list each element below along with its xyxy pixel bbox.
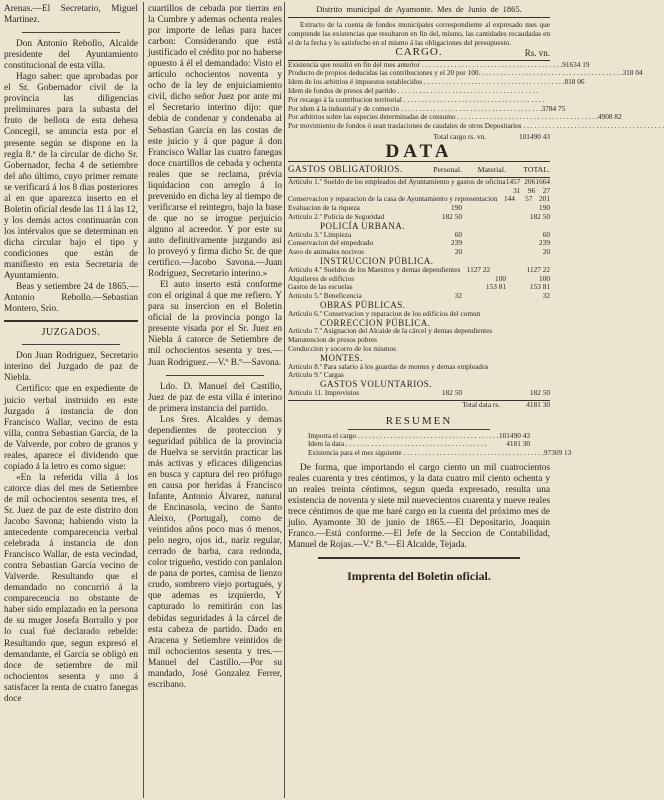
cargo-row-value: 91634 19 bbox=[562, 59, 590, 69]
cargo-row-label: Por recargo á la contribucion territorial . . . bbox=[288, 96, 544, 105]
data-total-label: Total data rs. bbox=[462, 399, 500, 409]
data-subheading-label: MONTES. bbox=[320, 352, 363, 363]
data-row-label: Gastos de las escuelas bbox=[288, 282, 353, 292]
data-row-label: Conservacion del empedrado bbox=[288, 238, 374, 248]
data-row-personal: 144 bbox=[504, 194, 515, 204]
data-row-personal: 182 50 bbox=[441, 211, 462, 221]
cargo-row-value: 3784 75 bbox=[541, 103, 566, 113]
divider bbox=[22, 344, 120, 345]
cargo-row-label: Idem de fondos de presos del partido . . . bbox=[288, 87, 538, 96]
data-row-material: 100 bbox=[495, 273, 506, 283]
notice-body: Certifico: que en expediente de juicio verbal instruido en este Juzgado á instancia de don Francisco Wallar, vecino de esta villa, contra Sebastian García, de la de Valverde, por cobro de granos y reales, aparece el dividendo que copiado á la letro es como sigue: bbox=[4, 384, 138, 472]
data-table bbox=[288, 178, 550, 398]
data-row-total: 32 bbox=[542, 291, 550, 301]
divider bbox=[22, 32, 120, 33]
data-subheading-label: INSTRUCCION PÚBLICA. bbox=[320, 255, 434, 266]
data-row-total: 153 81 bbox=[529, 282, 550, 292]
data-col-header: Personal. bbox=[433, 164, 462, 174]
resumen-row bbox=[288, 448, 572, 458]
data-row-material: 153 81 bbox=[485, 282, 506, 292]
notice-heading: Don Antonio Rebollo, Alcalde presidente del Ayuntamiento constitucional de esta villa. bbox=[4, 39, 138, 72]
column-2 bbox=[148, 4, 282, 691]
data-row-label: Alquileres de edificios bbox=[288, 273, 355, 283]
data-row-total: 100 bbox=[539, 273, 550, 283]
resumen-row-value: 101490 43 bbox=[498, 430, 530, 440]
cargo-row-label: Por idem á la industrial y de comercio . . . bbox=[288, 105, 542, 114]
resumen-row-label: Existencia para el mes siguiente . . . bbox=[308, 449, 544, 458]
printer-imprint: Imprenta del Boletin oficial. bbox=[347, 569, 491, 584]
column-divider bbox=[284, 2, 285, 798]
data-row-personal: 1127 22 bbox=[466, 264, 491, 274]
cargo-total-value: 101490 43 bbox=[518, 131, 550, 141]
resumen-table bbox=[288, 430, 572, 458]
data-row-label: Artículo 7.º Asignacion del Alcaide de la cárcel y demas dependientes bbox=[288, 326, 493, 336]
resumen-row-value: 4181 30 bbox=[506, 439, 530, 449]
data-row-personal: 190 bbox=[451, 203, 462, 213]
resumen-row-value: 97309 13 bbox=[543, 448, 572, 458]
divider bbox=[4, 320, 138, 322]
data-row-label: Aseo de animales nocivos bbox=[288, 247, 364, 257]
data-row-total: 60 bbox=[542, 229, 550, 239]
data-row-label: Manutencion de presos pobres bbox=[288, 335, 377, 345]
divider bbox=[166, 375, 264, 376]
column-1 bbox=[4, 4, 138, 705]
notice-heading: Ldo. D. Manuel del Castillo, Juez de paz de esta villa é interino de primera instancia del partido. bbox=[148, 381, 282, 414]
cargo-row-label: Existencia que resultó en fin del mes anterior . . . bbox=[288, 61, 562, 70]
cargo-row-value: 318 04 bbox=[622, 68, 643, 78]
data-row-label: Artículo 1.º Sueldo de los empleados del Ayuntamiento y gastos de oficina bbox=[288, 176, 506, 186]
data-total bbox=[288, 400, 550, 410]
data-row-label: Evaluacion de la riqueza bbox=[288, 203, 360, 213]
data-row-label: Artículo 9.º Cargas bbox=[288, 370, 344, 380]
notice-heading: Don Juan Rodriguez, Secretario interino del Juzgado de paz de Niebla. bbox=[4, 351, 138, 384]
data-row bbox=[288, 178, 550, 196]
data-row-label: Artículo 4.º Sueldos de los Maestros y demas dependientes bbox=[288, 264, 461, 274]
data-row-total: 1664 27 bbox=[535, 176, 551, 195]
cargo-row-value: 818 06 bbox=[564, 77, 585, 87]
section-title: JUZGADOS. bbox=[41, 327, 101, 339]
cargo-table bbox=[288, 59, 643, 131]
data-header bbox=[288, 161, 550, 178]
closing-line: Arenas.—El Secretario, Miguel Martinez. bbox=[4, 4, 138, 26]
district-header: Distrito municipal de Ayamonte. Mes de Junio de 1865. bbox=[288, 4, 550, 18]
notice-body: cuartillos de cebada por tierras en la Cumbre y ademas ochenta reales por importe de leñas para hacer carbon: Considerando que está justificado el crédito por no haberse opuesto á él el demandado: Visto el artículo ochocientos noventa y ocho de la ley de enjuiciamiento civil, dicho señor Juez por ante mí el Secretario interino dijo: que debia de condenar y condenaba al Sebastian García en las costas de este juicio y á que pague á don Francisco Wallar las cuatro fanegas doce cuartillos de cebada y ochenta reales que se reclama, prévia liquidacion con arreglo á lo prevenido en dicha ley al tiempo de verificarse el reintegro, bajo la base de que no se irrogue perjuicio alguno al acreedor. Y por este su auto definitivamente juzgando así lo proveyó y firma dicho Sr. de que certifico.—Jacobo Savona.—Juan Rodriguez, Secretario interino.» bbox=[148, 4, 282, 280]
data-col-header: Material. bbox=[477, 164, 506, 174]
data-subheading-label: POLICÍA URBANA. bbox=[320, 220, 406, 231]
cargo-row-label: Por arbitrios sobre las especies determinadas de consumo . . . bbox=[288, 113, 598, 122]
data-subheading-label: GASTOS VOLUNTARIOS. bbox=[320, 379, 432, 390]
data-row-label: Conduccion y socorro de los mismos bbox=[288, 343, 397, 353]
data-row-label: Artículo 5.º Beneficencia bbox=[288, 291, 362, 301]
data-row-label: Conservacion y reparacion de la casa de Ayuntamiento y representacion bbox=[288, 194, 498, 204]
resumen-title: RESUMEN bbox=[385, 414, 453, 427]
data-row-total: 20 bbox=[542, 247, 550, 257]
data-row-personal: 20 bbox=[454, 247, 462, 257]
data-row-label: Artículo 3.º Limpieza bbox=[288, 229, 352, 239]
data-total-value: 4181 30 bbox=[526, 399, 550, 409]
data-subheading-label: OBRAS PÚBLICAS. bbox=[320, 299, 406, 310]
cargo-row-label: Idem de los arbitrios é impuestos establecidos . . . bbox=[288, 78, 564, 87]
resumen-row-label: Idem la data . . . bbox=[308, 440, 486, 449]
cargo-title: CARGO. bbox=[395, 46, 443, 59]
data-row-total: 190 bbox=[539, 203, 550, 213]
notice-signature: Beas y setiembre 24 de 1865.—Antonio Rebollo.—Sebastian Montero, Srio. bbox=[4, 282, 138, 315]
column-divider bbox=[143, 2, 144, 798]
notice-body: Hago saber: que aprobadas por el Sr. Gobernador civil de la provincia las diligencias preliminares para la subasta del fruto de bellota de esta dehesa Concegil, se anuncia esta por el presente según se dispone en la regla 8.ª de la circular de dicho Sr. Gobernador, fecha 4 de setiembre del año último, cuyo primer remate se verificará á los 8 dias posteriores al en que aparezca inserto en el Boletin oficial desde las 11 á las 12, y los demás actos continuarán con los intérvalos que se determinan en dicha circular bajo el tipo y condiciones que están de manifiesto en esta Secretaría de Ayuntamiento. bbox=[4, 72, 138, 282]
cargo-row-label: Por movimiento de fondos ó sean traslaciones de caudales de otros Depositarios . . . bbox=[288, 122, 664, 131]
data-row-material: 57 bbox=[525, 194, 533, 204]
data-title: DATA bbox=[385, 140, 453, 162]
data-row-label: Artículo 6.º Conservacion y reparacion de los edificios del comun bbox=[288, 308, 481, 318]
data-subheading-label: CORRECCION PÚBLICA. bbox=[320, 317, 431, 328]
data-row bbox=[288, 389, 550, 398]
data-row-material: 206 96 bbox=[524, 176, 536, 195]
cargo-total-label: Total cargo rs. vn. bbox=[433, 131, 486, 141]
data-row-label: Artículo 11. Imprevistos bbox=[288, 387, 360, 397]
data-row-total: 182 50 bbox=[529, 211, 550, 221]
column-3 bbox=[288, 4, 643, 584]
cargo-row-label: Producto de propios deducidas las contribuciones y el 20 por 100. . . . bbox=[288, 69, 623, 78]
cargo-row bbox=[288, 122, 550, 131]
data-row-personal: 60 bbox=[454, 229, 462, 239]
extract-intro: Extracto de la cuenta de fondos municipales correspondiente al expresado mes que comprende las existencias que resultaron en fin del, mismo, las cantidades recaudadas en el de la fecha y lo satisfecho en el mismo á las obligaciones del presupuesto. bbox=[288, 20, 550, 47]
data-col-header: GASTOS OBLIGATORIOS. bbox=[288, 163, 403, 174]
closing-paragraph: De forma, que importando el cargo ciento un mil cuatrocientos reales cuarenta y tres céntimos, y la data cuatro mil ciento ochenta y un reales treinta céntimos, segun queda expresado, resulta una existencia de noventa y siete mil nuevecientos cuarenta y nueve reales trece céntimos de que me haré cargo en la cuenta del próximo mes de julio. Ayamonte 30 de junio de 1865.—El Depositario, Joaquin Franco.—Está conforme.—El Jefe de la Seccion de Contabilidad, Manuel de Rojas.—V.º B.º—El Alcalde, Tejada. bbox=[288, 462, 550, 551]
data-row-total: 201 bbox=[539, 194, 550, 204]
resumen-row-label: Importa el cargo . . . bbox=[308, 432, 498, 441]
notice-body: El auto inserto está conforme con el original á que me refiero. Y para su insercion en el Boletin oficial de la provincia pongo la presente visada por el Sr. Juez en Niebla á catorce de Setiembre de mil ochocientos sesenta y tres.—Juan Rodriguez.—V.º B.º—Savona. bbox=[148, 280, 282, 368]
cargo-row-value: 4908 82 bbox=[597, 112, 622, 122]
data-row-total: 239 bbox=[539, 238, 550, 248]
notice-body: «En la referida villa á los catorce dias del mes de Setiembre de mil ochocientos sesenta tres, el Sr. Juez de paz de este distrito don Jacobo Savona; habiendo visto la antecedente comparecencia verbal celebrada á instancia de don Francisco Wallar, de esta vecindad, contra Sebastian García vecino de Valverde. Resultando que el demandado no concurrió á la comparecencia no obstante de haber sido emplazado en la persona de su muger Josefa Borrallo y por lo cual fué declarado rebelde: Resultando que, segun expresó el demandante, el García se obligó en doce de setiembre de mil ochocientos sesenta y uno á satisfacer la renta de cuatro fanegas doce bbox=[4, 472, 138, 704]
data-col-header: TOTAL. bbox=[523, 164, 550, 174]
divider bbox=[348, 429, 490, 430]
divider bbox=[318, 557, 520, 559]
data-row-total: 182 50 bbox=[529, 387, 550, 397]
data-row-personal: 1457 31 bbox=[505, 176, 521, 195]
notice-body: Los Sres. Alcaldes y demas dependientes de proteccion y seguridad pública de la provincia de Huelva se servirán practicar las más activas y eficaces diligencias en busca y captura del reo prófugo en causa por heridas á Francisco Infante, Antonio Álvarez, natural de Encinasola, vecino de Santo Aleixo, (Portugal), como de veintidos años poco mas ó menos, pelo negro, ojos id., nariz regular, cerrado de barba, cara redonda, color trigueño, vestido con panlalon de pana de portes, camisa de lienzo crudo, sombrero viejo portugués, y que ademas es izquierdo, Y capturado lo remitirán con las debidas seguridades á la cárcel de esta cabeza de partido. Dado en Aracena y Setiembre veintidos de mil ochocientos sesenta y tres.—Manuel del Castillo.—Por su mandado, José Gonzalez Ferrer, escribano. bbox=[148, 414, 282, 690]
data-row-personal: 239 bbox=[451, 238, 462, 248]
data-row-personal: 32 bbox=[454, 291, 462, 301]
data-row-label: Artículo 8.º Para salario á los guardas de montes y demas empleados bbox=[288, 361, 489, 371]
data-row-label: Artículo 2.º Policía de Seguridad bbox=[288, 211, 385, 221]
currency-label: Rs. vn. bbox=[288, 48, 550, 60]
data-row-personal: 182 50 bbox=[441, 387, 462, 397]
data-row-total: 1127 22 bbox=[526, 264, 551, 274]
